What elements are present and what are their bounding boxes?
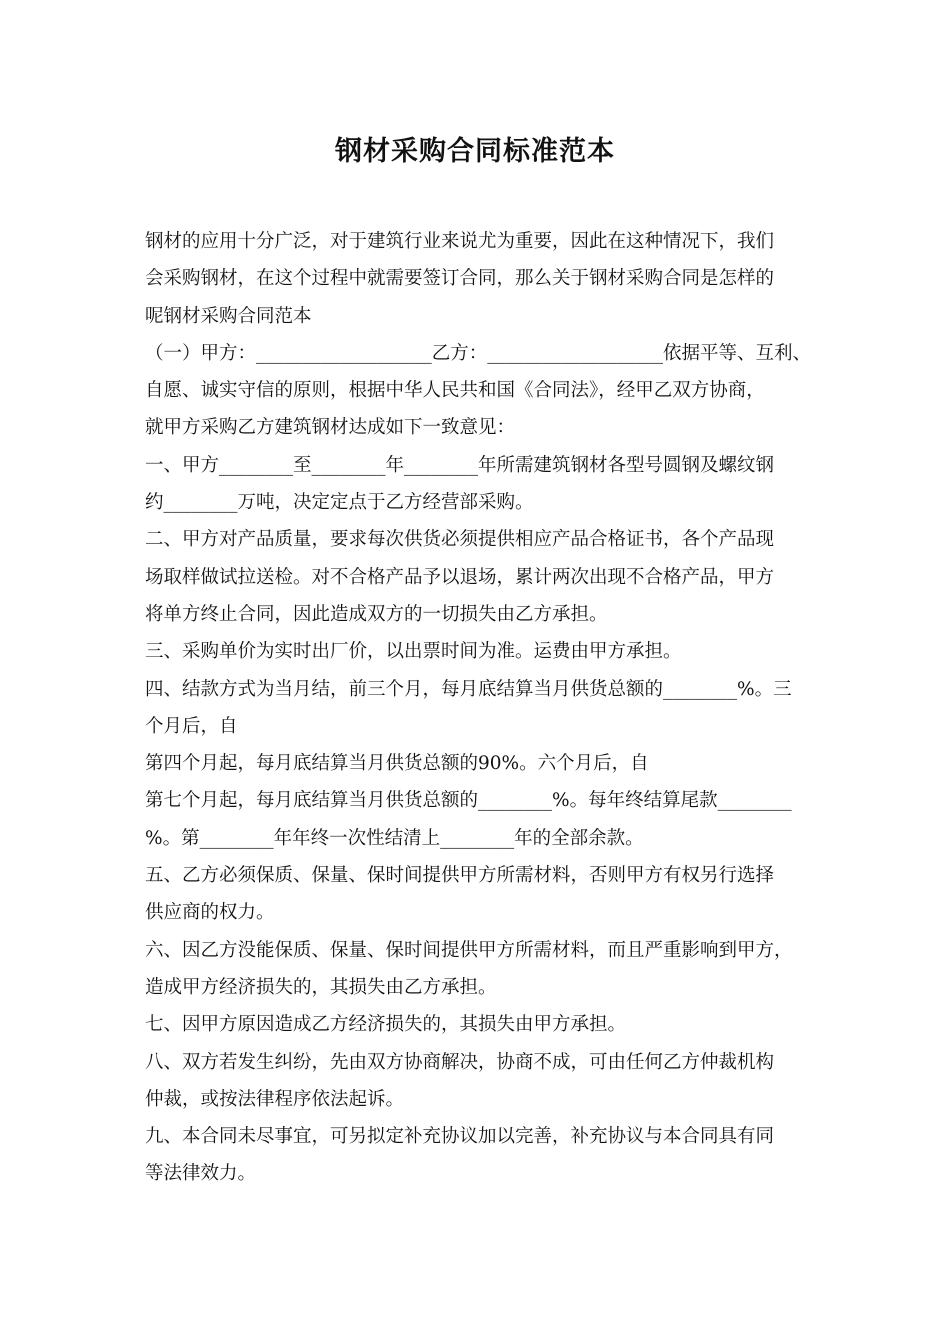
text-line: 四、结款方式为当月结，前三个月，每月底结算当月供货总额的________%。三 [145,678,792,700]
text-line: 个月后，自 [145,715,238,737]
text-line: %。第________年年终一次性结清上________年的全部余款。 [145,827,644,849]
text-line: 六、因乙方没能保质、保量、保时间提供甲方所需材料，而且严重影响到甲方， [145,939,793,961]
text-line: 八、双方若发生纠纷，先由双方协商解决，协商不成，可由任何乙方仲裁机构 [145,1051,775,1073]
text-line: 自愿、诚实守信的原则，根据中华人民共和国《合同法》，经甲乙双方协商， [145,380,765,402]
text-line: 供应商的权力。 [145,902,275,924]
text-line: 第四个月起，每月底结算当月供货总额的90%。六个月后，自 [145,753,649,775]
text-line: 等法律效力。 [145,1163,257,1185]
text-line: 三、采购单价为实时出厂价，以出票时间为准。运费由甲方承担。 [145,641,682,663]
text-line: 会采购钢材，在这个过程中就需要签订合同，那么关于钢材采购合同是怎样的 [145,268,775,290]
text-line: 仲裁，或按法律程序依法起诉。 [145,1088,405,1110]
text-line: 呢钢材采购合同范本 [145,305,312,327]
text-line: 场取样做试拉送检。对不合格产品予以退场，累计两次出现不合格产品，甲方 [145,566,775,588]
text-line: 造成甲方经济损失的，其损失由乙方承担。 [145,976,497,998]
document-body [145,223,825,1193]
document-title: 钢材采购合同标准范本 [335,136,615,167]
text-line: 一、甲方________至________年________年所需建筑钢材各型号圆钢及螺纹钢 [145,454,775,476]
text-line: 七、因甲方原因造成乙方经济损失的，其损失由甲方承担。 [145,1014,627,1036]
text-line: 就甲方采购乙方建筑钢材达成如下一致意见： [145,417,516,439]
text-line: （一）甲方：___________________乙方：___________________依据平等、互利、 [145,342,812,364]
text-line: 钢材的应用十分广泛，对于建筑行业来说尤为重要，因此在这种情况下，我们 [145,231,775,252]
text-line: 九、本合同未尽事宜，可另拟定补充协议加以完善，补充协议与本合同具有同 [145,1126,775,1148]
text-line: 五、乙方必须保质、保量、保时间提供甲方所需材料，否则甲方有权另行选择 [145,865,775,887]
text-line: 将单方终止合同，因此造成双方的一切损失由乙方承担。 [145,603,608,625]
text-line: 约________万吨，决定定点于乙方经营部采购。 [145,492,534,514]
text-line: 二、甲方对产品质量，要求每次供货必须提供相应产品合格证书，各个产品现 [145,529,775,551]
text-line: 第七个月起，每月底结算当月供货总额的________%。每年终结算尾款________ [145,790,792,812]
